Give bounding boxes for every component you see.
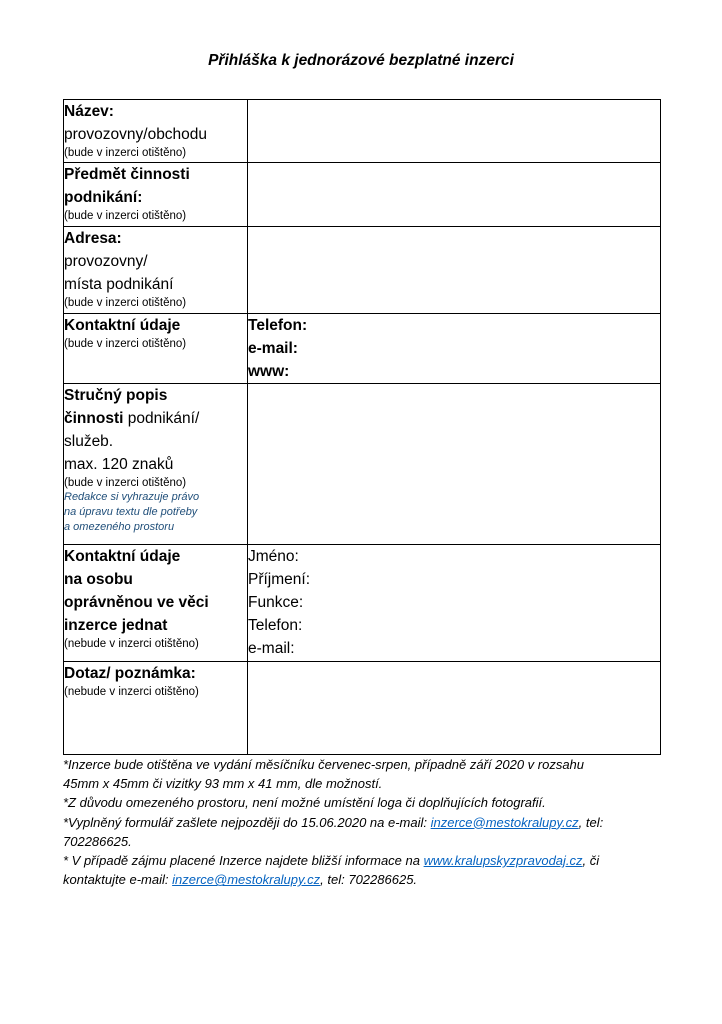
row-nazev: [64, 100, 661, 163]
row-adresa: [64, 227, 661, 314]
footer-note-3-text: *Vyplněný formulář zašlete nejpozději do 15.06.2020 na e-mail:: [63, 814, 431, 830]
footer-email-link-2[interactable]: inzerce@mestokralupy.cz: [172, 872, 321, 888]
label-popis-2-bold: činnosti: [64, 410, 124, 427]
footer-note-2: *Z důvodu omezeného prostoru, není možné umístění loga či doplňujících fotografií.: [63, 795, 546, 811]
hint-kontakt: (bude v inzerci otištěno): [64, 338, 187, 350]
field-prijmeni: Příjmení:: [248, 571, 311, 588]
label-nazev-sub: provozovny/obchodu: [64, 126, 208, 143]
label-adresa-sub2: místa podnikání: [64, 276, 174, 293]
row-predmet: [64, 163, 661, 227]
label-osoba-3: oprávněnou ve věci: [64, 594, 209, 611]
row-popis: [64, 384, 661, 545]
note-popis-2: na úpravu textu dle potřeby: [64, 506, 198, 518]
row-dotaz: [64, 662, 661, 755]
input-cell-predmet[interactable]: [248, 163, 661, 227]
label-cell-dotaz: [64, 662, 248, 755]
note-popis-1: Redakce si vyhrazuje právo: [64, 491, 200, 503]
label-adresa: Adresa:: [64, 230, 122, 247]
field-osoba-email: e-mail:: [248, 640, 295, 657]
label-popis-2: [64, 407, 247, 430]
footer-note-1b: 45mm x 45mm či vizitky 93 mm x 41 mm, dle možností.: [63, 776, 383, 792]
form-title: Přihláška k jednorázové bezplatné inzerci: [208, 52, 514, 69]
label-popis-3: služeb.: [64, 433, 114, 450]
footer-note-4: [63, 851, 663, 870]
label-osoba-4: inzerce jednat: [64, 617, 168, 634]
label-kontakt: Kontaktní údaje: [64, 317, 181, 334]
hint-predmet: (bude v inzerci otištěno): [64, 210, 187, 222]
row-kontakt: [64, 314, 661, 384]
hint-nazev: (bude v inzerci otištěno): [64, 147, 187, 159]
label-dotaz: Dotaz/ poznámka:: [64, 665, 196, 682]
hint-popis: (bude v inzerci otištěno): [64, 477, 187, 489]
label-osoba-2: na osobu: [64, 571, 133, 588]
label-cell-kontakt: [64, 314, 248, 384]
label-nazev: Název:: [64, 103, 114, 120]
field-email: e-mail:: [248, 340, 298, 357]
footer-note-3: [63, 813, 663, 832]
note-popis-3: a omezeného prostoru: [64, 521, 175, 533]
footer-web-link[interactable]: www.kralupskyzpravodaj.cz: [423, 853, 583, 869]
hint-osoba: (nebude v inzerci otištěno): [64, 638, 199, 650]
footer-note-1a: *Inzerce bude otištěna ve vydání měsíčníku červenec-srpen, případně září 2020 v rozsahu: [63, 757, 585, 772]
footer-email-link-1[interactable]: inzerce@mestokralupy.cz: [430, 814, 579, 830]
field-jmeno: Jméno:: [248, 548, 299, 565]
footer-notes: [63, 755, 663, 889]
field-funkce: Funkce:: [248, 594, 304, 611]
field-osoba-telefon: Telefon:: [248, 617, 303, 634]
label-predmet-2: podnikání:: [64, 189, 143, 206]
field-telefon: Telefon:: [248, 317, 308, 334]
footer-note-4-text: * V případě zájmu placené Inzerce najdete bližší informace na: [63, 853, 424, 869]
application-form-table: [63, 99, 661, 755]
footer-note-5-post: , tel: 702286625.: [320, 872, 418, 888]
footer-note-5-text: kontaktujte e-mail:: [63, 872, 173, 888]
input-cell-nazev[interactable]: [248, 100, 661, 163]
label-cell-predmet: [64, 163, 248, 227]
label-popis-4: max. 120 znaků: [64, 456, 174, 473]
label-cell-nazev: [64, 100, 248, 163]
label-osoba-1: Kontaktní údaje: [64, 548, 181, 565]
hint-adresa: (bude v inzerci otištěno): [64, 297, 187, 309]
input-cell-adresa[interactable]: [248, 227, 661, 314]
label-predmet-1: Předmět činnosti: [64, 166, 190, 183]
input-cell-popis[interactable]: [248, 384, 661, 545]
label-cell-popis: [64, 384, 248, 545]
input-cell-kontakt[interactable]: [248, 314, 661, 384]
label-popis-2-rest: podnikání/: [123, 410, 200, 427]
label-popis-1: Stručný popis: [64, 387, 168, 404]
label-adresa-sub1: provozovny/: [64, 253, 148, 270]
footer-note-3b: 702286625.: [63, 833, 132, 849]
label-cell-osoba: [64, 545, 248, 662]
row-osoba: [64, 545, 661, 662]
label-cell-adresa: [64, 227, 248, 314]
footer-note-4-post: , či: [582, 853, 600, 869]
input-cell-dotaz[interactable]: [248, 662, 661, 755]
input-cell-osoba[interactable]: [248, 545, 661, 662]
hint-dotaz: (nebude v inzerci otištěno): [64, 686, 199, 698]
field-www: www:: [248, 363, 290, 380]
footer-note-3-tel: , tel:: [578, 814, 604, 830]
footer-note-5: [63, 870, 663, 889]
